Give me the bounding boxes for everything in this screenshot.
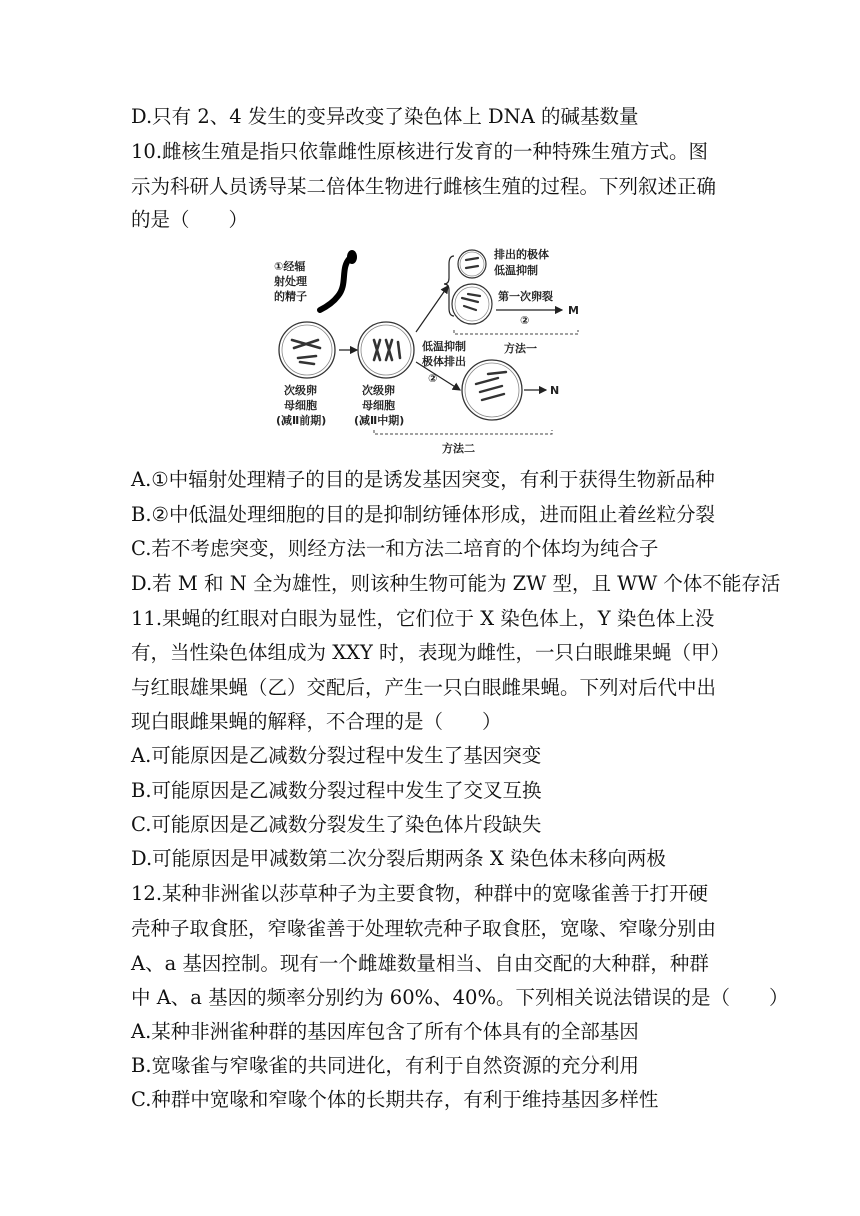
cell-label: 次级卵	[284, 384, 317, 397]
text-line: 壳种子取食胚，窄喙雀善于处理软壳种子取食胚，宽喙、窄喙分别由	[131, 917, 717, 940]
text-line: C.可能原因是乙减数分裂发生了染色体片段缺失	[131, 813, 542, 836]
text-line: C.若不考虑突变，则经方法一和方法二培育的个体均为纯合子	[131, 537, 659, 560]
text-line: 示为科研人员诱导某二倍体生物进行雌核生殖的过程。下列叙述正确	[131, 175, 717, 198]
text-line: 10.雌核生殖是指只依靠雌性原核进行发育的一种特殊生殖方式。图	[131, 140, 709, 163]
polar-body-cell	[458, 250, 486, 278]
text-line: D.可能原因是甲减数第二次分裂后期两条 X 染色体未移向两极	[131, 847, 666, 870]
text-line: C.种群中宽喙和窄喙个体的长期共存，有利于维持基因多样性	[131, 1088, 659, 1111]
method1-label: 方法一	[504, 342, 537, 355]
egg-cell-method1	[452, 284, 492, 324]
text-line: A.①中辐射处理精子的目的是诱发基因突变，有利于获得生物新品种	[131, 468, 715, 491]
text-line: 现白眼雌果蝇的解释，不合理的是（ ）	[131, 710, 502, 733]
polar-label: 排出的极体	[494, 248, 549, 261]
text-line: B.宽喙雀与窄喙雀的共同进化，有利于自然资源的充分利用	[131, 1054, 640, 1077]
sperm-icon	[320, 250, 357, 310]
method2-label: 方法二	[442, 442, 475, 455]
text-line: B.②中低温处理细胞的目的是抑制纺锤体形成，进而阻止着丝粒分裂	[131, 503, 716, 526]
text-line: 12.某种非洲雀以莎草种子为主要食物，种群中的宽喙雀善于打开硬	[131, 882, 709, 905]
gynogenesis-diagram	[262, 244, 602, 456]
cell-label: (减Ⅱ前期)	[276, 414, 327, 427]
cell-label: 母细胞	[284, 399, 317, 412]
sperm-label: ①经辐	[274, 260, 306, 273]
first-division-label: 第一次卵裂	[498, 290, 553, 303]
text-line: 中 A、a 基因的频率分别约为 60%、40%。下列相关说法错误的是（ ）	[131, 986, 789, 1009]
text-line: B.可能原因是乙减数分裂过程中发生了交叉互换	[131, 779, 542, 802]
egg-cell-method2	[462, 360, 522, 420]
text-line: A.某种非洲雀种群的基因库包含了所有个体具有的全部基因	[131, 1020, 639, 1043]
cold-label: 低温抑制	[422, 340, 466, 353]
text-line: 的是（ ）	[131, 208, 249, 231]
result-N: N	[550, 384, 560, 397]
sperm-label: 射处理	[274, 275, 307, 288]
circled-number: ②	[520, 314, 530, 327]
cell-label: 母细胞	[362, 399, 395, 412]
secondary-oocyte-prophase	[279, 322, 335, 378]
text-line: 与红眼雄果蝇（乙）交配后，产生一只白眼雌果蝇。下列对后代中出	[131, 676, 717, 699]
text-line: A、a 基因控制。现有一个雌雄数量相当、自由交配的大种群，种群	[131, 952, 709, 975]
result-M: M	[568, 304, 579, 317]
text-line: D.只有 2、4 发生的变异改变了染色体上 DNA 的碱基数量	[131, 105, 639, 128]
sperm-label: 的精子	[274, 290, 307, 303]
diagram-svg	[262, 244, 602, 456]
polar-label: 低温抑制	[494, 264, 538, 277]
cell-label: 次级卵	[362, 384, 395, 397]
text-line: D.若 M 和 N 全为雄性，则该种生物可能为 ZW 型，且 WW 个体不能存活	[131, 572, 781, 595]
text-line: 有，当性染色体组成为 XXY 时，表现为雌性，一只白眼雌果蝇（甲）	[131, 641, 731, 664]
secondary-oocyte-metaphase	[358, 322, 414, 378]
cell-label: (减Ⅱ中期)	[354, 414, 405, 427]
cold-label: 极体排出	[422, 355, 466, 368]
text-line: A.可能原因是乙减数分裂过程中发生了基因突变	[131, 744, 542, 767]
circled-number: ②	[428, 372, 438, 385]
text-line: 11.果蝇的红眼对白眼为显性，它们位于 X 染色体上，Y 染色体上没	[131, 607, 715, 630]
